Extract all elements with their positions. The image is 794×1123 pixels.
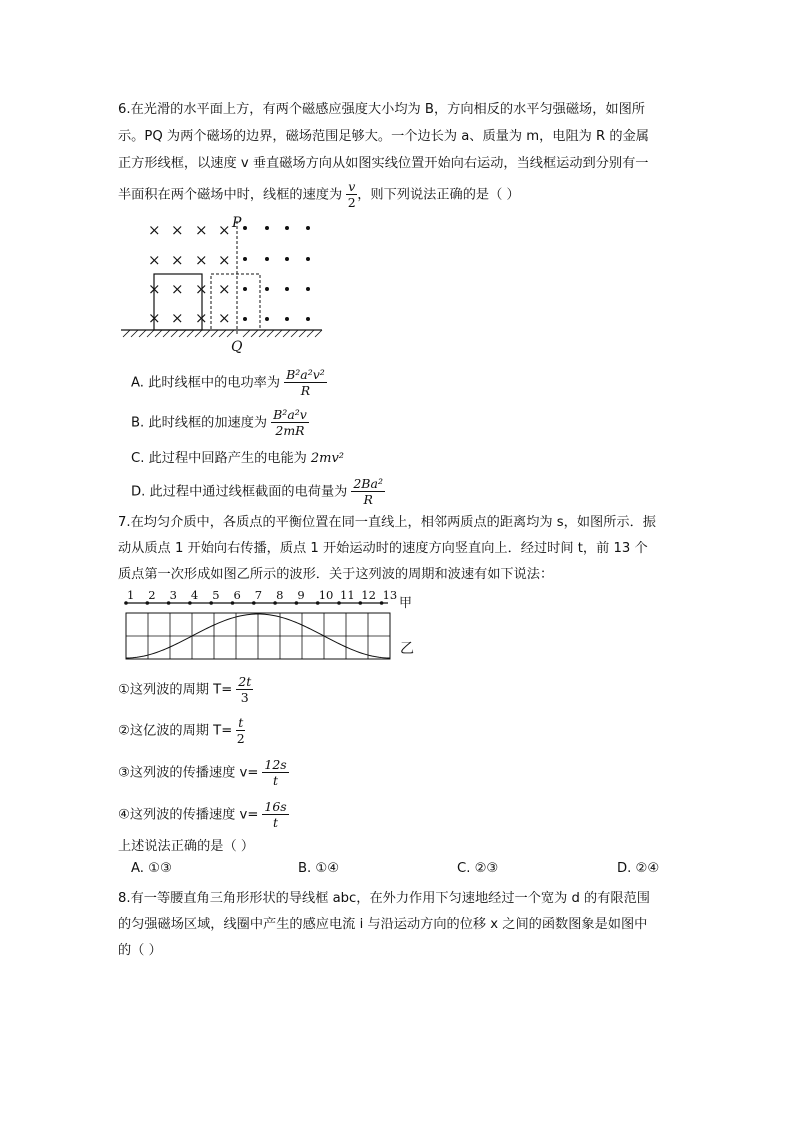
particle-label: 4 xyxy=(190,588,199,602)
cross-mark: × xyxy=(148,309,161,327)
q6-option-a-den: R xyxy=(300,383,311,398)
cross-mark: × xyxy=(195,280,208,298)
q7-statement-1 xyxy=(118,675,253,704)
q7-statement-1-den: 3 xyxy=(240,690,249,705)
particle-label: 11 xyxy=(340,588,355,602)
cross-mark: × xyxy=(218,309,231,327)
q6-option-c-expr: 2mv² xyxy=(310,451,344,466)
q6-speed-num: v xyxy=(348,179,356,194)
q7-wave-figure xyxy=(118,586,418,664)
q8-line-1: 8.有一等腰直角三角形形状的导线框 abc，在外力作用下匀速地经过一个宽为 d 的有限范围 xyxy=(118,891,650,906)
particle-label: 2 xyxy=(148,588,156,602)
q6-option-d-den: R xyxy=(363,492,373,507)
q6-option-a-text: A. 此时线框中的电功率为 xyxy=(131,375,281,391)
q6-option-b[interactable] xyxy=(131,408,309,437)
cross-mark: × xyxy=(218,251,231,269)
q6-option-d-num: 2Ba² xyxy=(353,476,383,491)
q6-line-3: 正方形线框，以速度 v 垂直磁场方向从如图实线位置开始向右运动，当线框运动到分别有一 xyxy=(118,156,649,171)
cross-mark: × xyxy=(148,280,161,298)
particle-label: 13 xyxy=(382,588,398,602)
q6-option-d-fraction xyxy=(351,477,385,506)
q7-option-b[interactable]: B. ①④ xyxy=(298,861,340,876)
q7-label-yi: 乙 xyxy=(400,641,414,657)
cross-mark: × xyxy=(195,309,208,327)
q7-option-d[interactable]: D. ②④ xyxy=(617,861,660,876)
q6-option-c[interactable] xyxy=(131,447,344,466)
q6-label-p: P xyxy=(232,215,242,231)
particle-label: 10 xyxy=(318,588,334,602)
cross-mark: × xyxy=(171,221,184,239)
q7-statement-1-num: 2t xyxy=(238,674,252,689)
q7-wave-grid-lines xyxy=(126,613,390,659)
particle-label: 12 xyxy=(361,588,376,602)
q6-option-a-fraction xyxy=(284,368,327,397)
q6-line-4-tail: ，则下列说法正确的是（ ） xyxy=(357,187,520,203)
q7-statement-2 xyxy=(118,716,245,745)
q7-line-2: 动从质点 1 开始向右传播，质点 1 开始运动时的速度方向竖直向上．经过时间 t，前 13 个 xyxy=(118,541,648,556)
q7-line-3: 质点第一次形成如图乙所示的波形．关于这列波的周期和波速有如下说法： xyxy=(118,567,554,582)
q7-statement-2-fraction xyxy=(236,716,245,745)
cross-mark: × xyxy=(195,221,208,239)
q6-line-1: 6.在光滑的水平面上方，有两个磁感应强度大小均为 B，方向相反的水平匀强磁场，如图所 xyxy=(118,102,645,117)
q6-option-a-num: B²a²v² xyxy=(286,367,325,382)
q6-option-b-text: B. 此时线框的加速度为 xyxy=(131,415,268,431)
q7-statement-3-num: 12s xyxy=(264,757,287,772)
cross-mark: × xyxy=(171,280,184,298)
cross-mark: × xyxy=(195,251,208,269)
q6-option-d[interactable] xyxy=(131,477,385,506)
q6-ground-hatch xyxy=(123,330,322,337)
particle-label: 9 xyxy=(297,588,305,602)
particle-label: 3 xyxy=(169,588,177,602)
particle-label: 1 xyxy=(127,588,135,602)
q7-statement-4 xyxy=(118,800,289,829)
particle-label: 5 xyxy=(212,588,220,602)
cross-mark: × xyxy=(148,221,161,239)
q7-statement-3-fraction xyxy=(262,758,288,787)
q6-magnetic-field-figure xyxy=(115,213,330,358)
q8-line-3: 的（ ） xyxy=(118,943,162,958)
q7-statement-3 xyxy=(118,758,289,787)
particle-label: 7 xyxy=(254,588,263,602)
q7-option-c[interactable]: C. ②③ xyxy=(457,861,499,876)
q6-option-c-text: C. 此过程中回路产生的电能为 xyxy=(131,451,307,466)
q6-option-d-text: D. 此过程中通过线框截面的电荷量为 xyxy=(131,484,348,500)
q7-statement-2-den: 2 xyxy=(236,731,245,746)
q6-option-b-num: B²a²v xyxy=(273,407,307,422)
cross-mark: × xyxy=(218,280,231,298)
q6-line-2: 示。PQ 为两个磁场的边界，磁场范围足够大。一个边长为 a、质量为 m，电阻为 R 的金属 xyxy=(118,129,649,144)
q7-statement-1-fraction xyxy=(236,675,253,704)
q7-label-jia: 甲 xyxy=(399,596,413,611)
q7-statement-4-fraction xyxy=(262,800,288,829)
q6-speed-den: 2 xyxy=(347,195,356,210)
q8-line-2: 的匀强磁场区域，线圈中产生的感应电流 i 与沿运动方向的位移 x 之间的函数图象是如图中 xyxy=(118,917,648,932)
q6-speed-fraction xyxy=(346,180,357,209)
cross-mark: × xyxy=(171,309,184,327)
cross-mark: × xyxy=(218,221,231,239)
q7-statement-4-den: t xyxy=(273,815,279,830)
q7-option-a[interactable]: A. ①③ xyxy=(131,861,172,876)
q7-statement-2-text: ②这亿波的周期 T= xyxy=(118,723,233,739)
particle-label: 8 xyxy=(276,588,284,602)
q7-statement-4-num: 16s xyxy=(264,799,287,814)
q7-statement-4-text: ④这列波的传播速度 v= xyxy=(118,807,259,823)
q6-option-b-den: 2mR xyxy=(275,423,305,438)
q7-particle-labels xyxy=(127,588,397,602)
q6-line-4 xyxy=(118,180,520,209)
q7-question: 上述说法正确的是（ ） xyxy=(118,839,255,854)
q7-statement-1-text: ①这列波的周期 T= xyxy=(118,682,233,698)
q7-statement-2-num: t xyxy=(238,715,244,730)
q6-label-q: Q xyxy=(231,339,243,355)
q6-line-4-text: 半面积在两个磁场中时，线框的速度为 xyxy=(118,187,343,203)
q6-option-a[interactable] xyxy=(131,368,327,397)
q7-statement-3-den: t xyxy=(273,773,279,788)
q7-statement-3-text: ③这列波的传播速度 v= xyxy=(118,765,259,781)
q6-option-b-fraction xyxy=(271,408,309,437)
particle-label: 6 xyxy=(233,588,241,602)
q7-line-1: 7.在均匀介质中，各质点的平衡位置在同一直线上，相邻两质点的距离均为 s，如图所示．振 xyxy=(118,515,656,530)
cross-mark: × xyxy=(148,251,161,269)
cross-mark: × xyxy=(171,251,184,269)
